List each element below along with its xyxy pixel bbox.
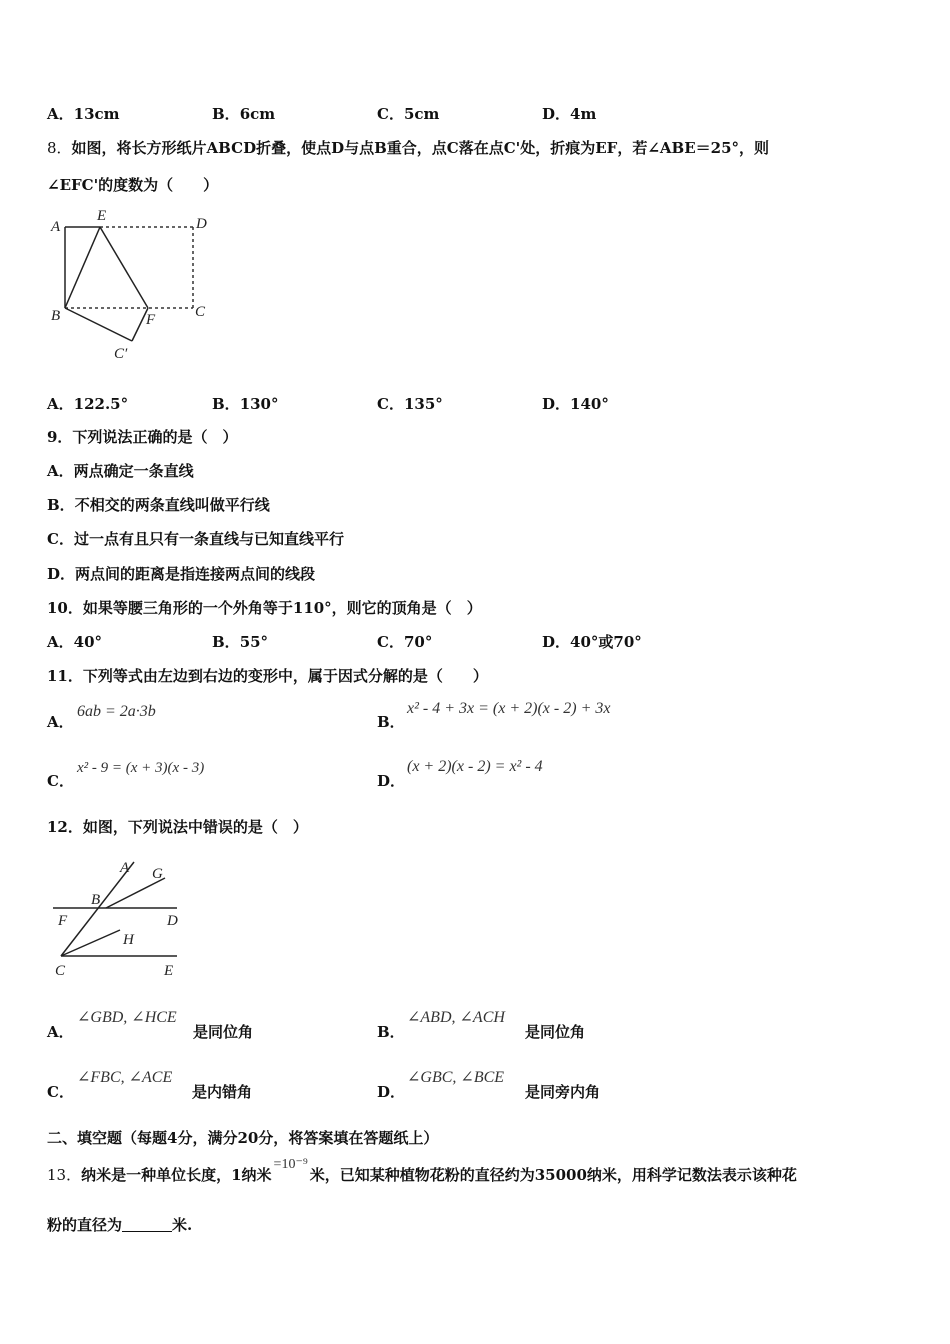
q12-option-b-expr: ∠ABD, ∠ACH xyxy=(407,1009,505,1026)
q13-answer-blank[interactable] xyxy=(122,1217,172,1232)
q7-option-b: B．6cm xyxy=(212,105,276,123)
q8-seg-be xyxy=(65,227,100,308)
q8-label-f: F xyxy=(146,312,156,328)
q8-option-a: A．122.5° xyxy=(47,395,129,413)
q11-option-c-expr: x² - 9 = (x + 3)(x - 3) xyxy=(77,760,205,776)
q11-option-a-expr: 6ab = 2a·3b xyxy=(77,703,156,720)
q8-option-d: D．140° xyxy=(542,395,609,413)
q9-option-a: A．两点确定一条直线 xyxy=(47,462,194,480)
q12-label-c: C xyxy=(55,963,66,979)
q9-option-c: C．过一点有且只有一条直线与已知直线平行 xyxy=(47,530,344,548)
q12-label-h: H xyxy=(123,932,134,948)
q10-option-a: A．40° xyxy=(47,633,103,651)
q12-label-g: G xyxy=(152,866,163,882)
q12-option-d-suffix: 是同旁内角 xyxy=(525,1083,601,1101)
q12-option-c-letter: C． xyxy=(47,1083,74,1101)
q12-option-a-letter: A． xyxy=(47,1023,74,1041)
q13-line1: 13．纳米是一种单位长度，1纳米=10⁻⁹米，已知某种植物花粉的直径约为35000纳米，用科学记数法表示该种花 xyxy=(47,1157,797,1184)
q8-label-c: C xyxy=(195,304,206,320)
q12-label-b: B xyxy=(91,892,101,908)
q7-option-d: D．4m xyxy=(542,105,597,123)
q12-label-a: A xyxy=(120,860,130,876)
q12-line-bg xyxy=(106,878,165,908)
q12-option-a-suffix: 是同位角 xyxy=(193,1023,254,1041)
q12-option-c-suffix: 是内错角 xyxy=(192,1083,253,1101)
q11-option-c-letter: C． xyxy=(47,772,74,790)
q11-option-b-expr: x² - 4 + 3x = (x + 2)(x - 2) + 3x xyxy=(407,700,611,717)
q12-line-ch xyxy=(61,930,120,956)
q8-seg-bc-prime xyxy=(65,308,132,341)
q8-stem-line2: ∠EFC'的度数为（ ） xyxy=(47,176,219,194)
q10-option-c: C．70° xyxy=(377,633,433,651)
q11-option-d-expr: (x + 2)(x - 2) = x² - 4 xyxy=(407,758,543,775)
q7-option-c: C．5cm xyxy=(377,105,440,123)
q11-stem: 11．下列等式由左边到右边的变形中，属于因式分解的是（ ） xyxy=(47,667,488,685)
q11-option-a-letter: A． xyxy=(47,713,74,731)
q12-option-c-expr: ∠FBC, ∠ACE xyxy=(77,1069,173,1086)
q11-option-d-letter: D． xyxy=(377,772,406,790)
q8-stem-line1: 8．如图，将长方形纸片ABCD折叠，使点D与点B重合，点C落在点C'处，折痕为EF，若∠ABE＝25°，则 xyxy=(47,139,770,157)
q7-option-a: A．13cm xyxy=(47,105,120,123)
q12-stem: 12．如图，下列说法中错误的是（ ） xyxy=(47,818,308,836)
q12-option-b-suffix: 是同位角 xyxy=(525,1023,586,1041)
q10-option-b: B．55° xyxy=(212,633,269,651)
q11-option-b-letter: B． xyxy=(377,713,405,731)
q10-stem: 10．如果等腰三角形的一个外角等于110°，则它的顶角是（ ） xyxy=(47,599,482,617)
q9-stem: 9．下列说法正确的是（ ） xyxy=(47,428,238,446)
q12-label-e: E xyxy=(164,963,174,979)
q12-label-d: D xyxy=(167,913,178,929)
q12-label-f: F xyxy=(58,913,68,929)
q8-label-a: A xyxy=(51,219,61,235)
q12-figure xyxy=(45,852,195,982)
q8-label-d: D xyxy=(196,216,207,232)
q9-option-d: D．两点间的距离是指连接两点间的线段 xyxy=(47,565,316,583)
q9-option-b: B．不相交的两条直线叫做平行线 xyxy=(47,496,270,514)
q12-option-a-expr: ∠GBD, ∠HCE xyxy=(77,1009,177,1026)
q8-option-c: C．135° xyxy=(377,395,443,413)
q10-option-d: D．40°或70° xyxy=(542,633,642,651)
q13-power-expr: =10⁻⁹ xyxy=(273,1157,308,1172)
q12-option-d-expr: ∠GBC, ∠BCE xyxy=(407,1069,505,1086)
q12-option-b-letter: B． xyxy=(377,1023,405,1041)
q8-label-e: E xyxy=(97,208,107,224)
q8-label-b: B xyxy=(51,308,61,324)
q13-line2: 粉的直径为 米. xyxy=(47,1216,193,1234)
q8-seg-ef xyxy=(100,227,148,308)
q8-figure xyxy=(40,200,230,370)
section-2-heading: 二、填空题（每题4分，满分20分，将答案填在答题纸上） xyxy=(47,1129,439,1147)
q8-label-c-prime: C′ xyxy=(114,346,128,362)
q12-option-d-letter: D． xyxy=(377,1083,406,1101)
q8-option-b: B．130° xyxy=(212,395,279,413)
